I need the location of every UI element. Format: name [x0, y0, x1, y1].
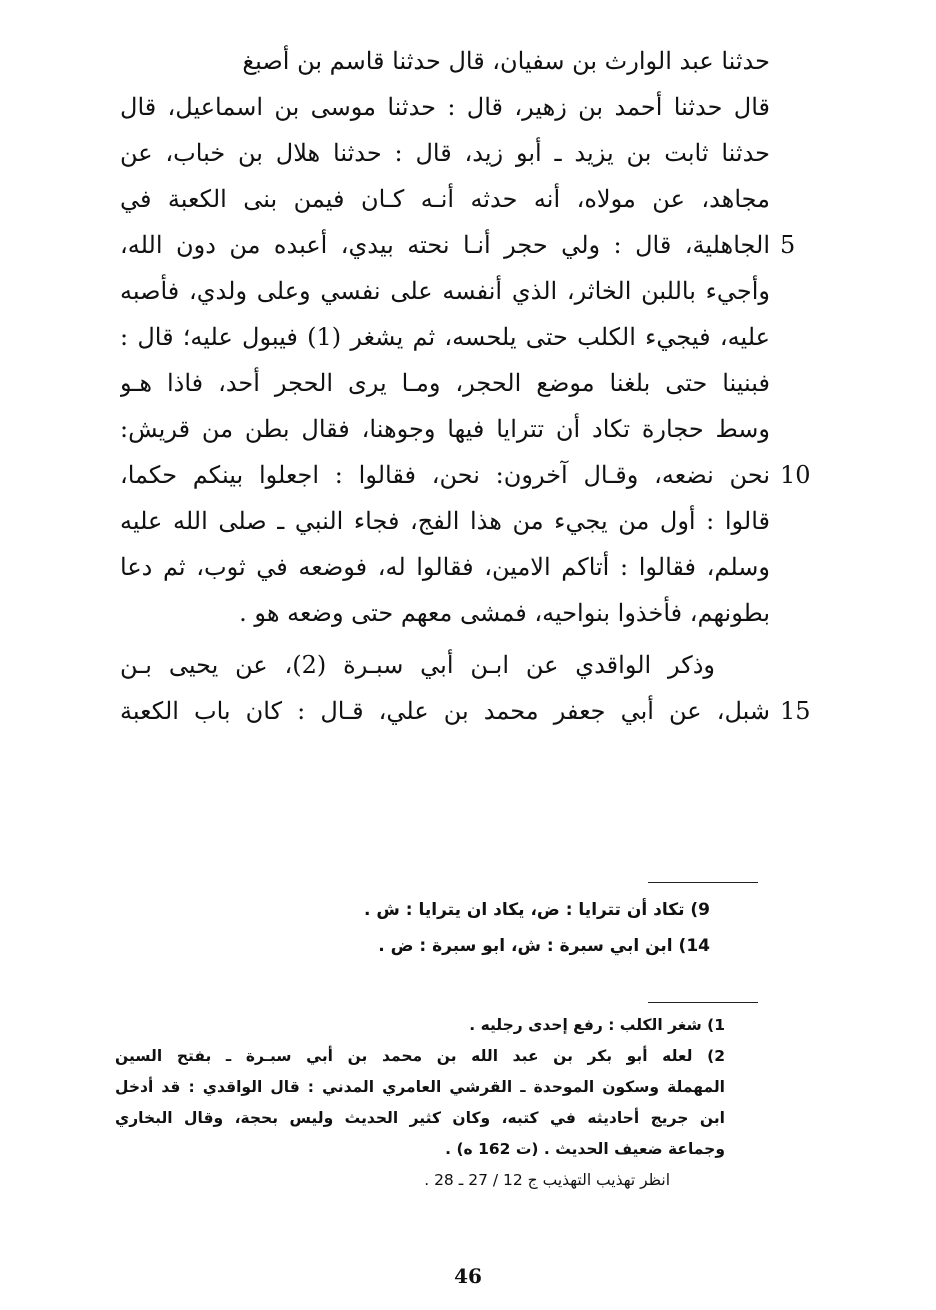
text-line: وسلم، فقالوا : أتاكم الامين، فقالوا له، فوضعه في ثوب، ثم دعا: [120, 553, 770, 581]
footnote-2-line: المهملة وسكون الموحدة ـ القرشي العامري المدني : قال الواقدي : قد أدخل: [115, 1078, 725, 1096]
text-line: فبنينا حتى بلغنا موضع الحجر، ومـا يرى الحجر أحد، فاذا هـو: [120, 369, 770, 397]
variant-note: 14) ابن ابي سبرة : ش، ابو سبرة : ض .: [378, 936, 710, 956]
text-line: حدثنا عبد الوارث بن سفيان، قال حدثنا قاسم بن أصبغ: [242, 47, 770, 75]
text-line: وذكر الواقدي عن ابـن أبي سبـرة (2)، عن يحيى بـن: [120, 651, 715, 679]
footnotes-separator-rule: [648, 1002, 758, 1003]
text-line: حدثنا ثابت بن يزيد ـ أبو زيد، قال : حدثنا هلال بن خباب، عن: [120, 139, 770, 167]
line-number: 15: [780, 697, 811, 725]
textual-variants: [280, 892, 710, 964]
text-line: شبل، عن أبي جعفر محمد بن علي، قـال : كان باب الكعبة: [120, 697, 770, 725]
text-line: وسط حجارة تكاد أن تترايا فيها وجوهنا، فقال بطن من قريش:: [120, 415, 770, 443]
footnote-2-line: وجماعة ضعيف الحديث . (ت 162 ه) .: [445, 1140, 725, 1158]
text-line: عليه، فيجيء الكلب حتى يلحسه، ثم يشغر (1) فيبول عليه؛ قال :: [120, 323, 770, 351]
main-text-block: [120, 38, 770, 734]
text-line: مجاهد، عن مولاه، أنه حدثه أنـه كـان فيمن بنى الكعبة في: [120, 185, 770, 213]
footnote-1: 1) شغر الكلب : رفع إحدى رجليه .: [469, 1016, 725, 1034]
page-number: 46: [454, 1264, 482, 1288]
footnotes: [115, 1010, 725, 1196]
text-line: قال حدثنا أحمد بن زهير، قال : حدثنا موسى بن اسماعيل، قال: [120, 93, 770, 121]
text-line: الجاهلية، قال : ولي حجر أنـا نحته بيدي، أعبده من دون الله،: [120, 231, 770, 259]
text-line: قالوا : أول من يجيء من هذا الفج، فجاء النبي ـ صلى الله عليه: [120, 507, 770, 535]
footnote-2-line: ابن جريج أحاديثه في كتبه، وكان كثير الحديث وليس بحجة، وقال البخاري: [115, 1109, 725, 1127]
footnote-2-line: 2) لعله أبو بكر بن عبد الله بن محمد بن أبي سبـرة ـ بفتح السين: [115, 1047, 725, 1065]
variant-note: 9) تكاد أن تترايا : ض، يكاد ان يترايا : ش .: [364, 900, 710, 920]
line-number: 5: [780, 231, 796, 259]
line-number: 10: [780, 461, 811, 489]
text-line: وأجيء باللبن الخاثر، الذي أنفسه على نفسي وعلى ولدي، فأصبه: [120, 277, 770, 305]
text-line: نحن نضعه، وقـال آخرون: نحن، فقالوا : اجعلوا بينكم حكما،: [120, 461, 770, 489]
footnote-reference: انظر تهذيب التهذيب ج 12 / 27 ـ 28 .: [424, 1171, 670, 1189]
text-line: بطونهم، فأخذوا بنواحيه، فمشى معهم حتى وضعه هو .: [239, 599, 770, 627]
variants-separator-rule: [648, 882, 758, 883]
